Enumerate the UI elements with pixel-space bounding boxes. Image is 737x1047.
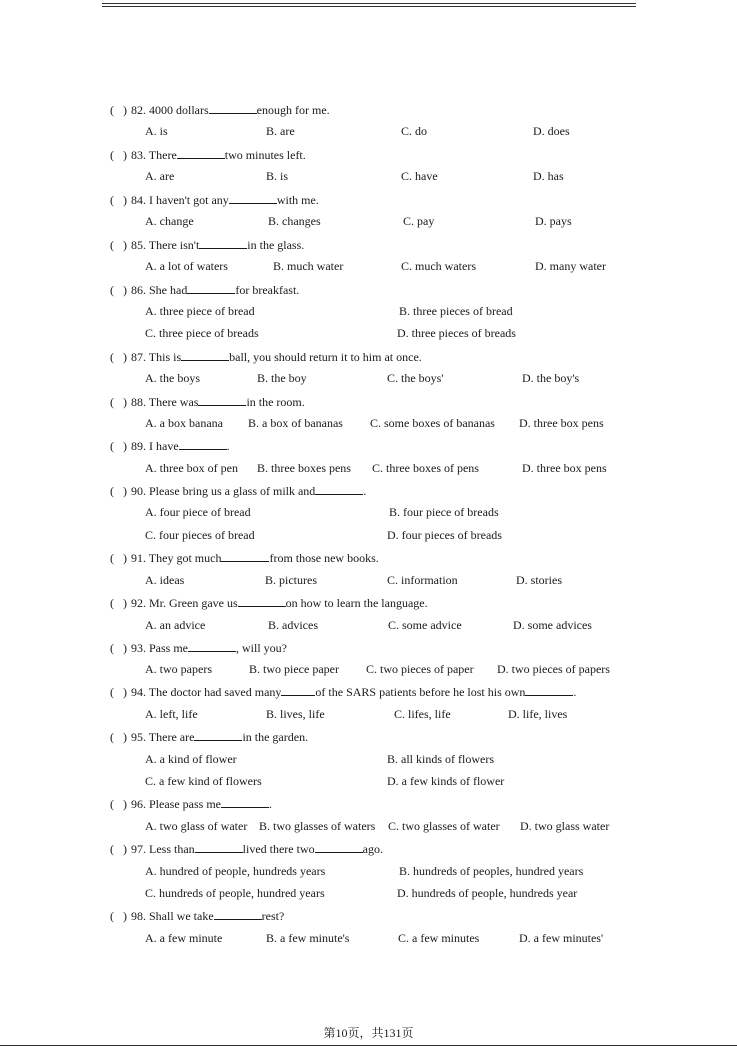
- option-c: C. have: [401, 169, 438, 183]
- option-d: D. the boy's: [522, 371, 580, 385]
- option-b: B. much water: [273, 259, 344, 273]
- question-96: ( ) 96. Please pass me .: [110, 797, 272, 811]
- option-c: C. hundreds of people, hundred years: [145, 886, 325, 900]
- option-a: A. left, life: [145, 707, 198, 721]
- answer-blank[interactable]: [315, 483, 363, 495]
- question-97: ( ) 97. Less than lived there two ago.: [110, 842, 383, 856]
- answer-blank[interactable]: [177, 147, 225, 159]
- option-c: C. some advice: [388, 618, 462, 632]
- answer-blank[interactable]: [181, 349, 229, 361]
- option-b: B. the boy: [257, 371, 307, 385]
- question-84: ( ) 84. I haven't got any with me.: [110, 193, 319, 207]
- header-rule: [102, 6, 636, 7]
- option-a: A. a kind of flower: [145, 752, 237, 766]
- option-a: A. is: [145, 124, 168, 138]
- option-b: B. four piece of breads: [389, 505, 499, 519]
- option-d: D. four pieces of breads: [387, 528, 502, 542]
- option-c: C. a few kind of flowers: [145, 774, 262, 788]
- option-c: C. the boys': [387, 371, 444, 385]
- footer-rule: [0, 1045, 737, 1046]
- option-c: C. much waters: [401, 259, 476, 273]
- option-b: B. are: [266, 124, 295, 138]
- question-95: ( ) 95. There are in the garden.: [110, 730, 309, 744]
- answer-blank[interactable]: [229, 192, 277, 204]
- question-85: ( ) 85. There isn't in the glass.: [110, 238, 305, 252]
- option-a: A. change: [145, 214, 194, 228]
- option-d: D. three box pens: [522, 461, 607, 475]
- option-d: D. does: [533, 124, 570, 138]
- option-b: B. three pieces of bread: [399, 304, 513, 318]
- option-a: A. are: [145, 169, 175, 183]
- option-a: A. two papers: [145, 662, 212, 676]
- option-c: C. two pieces of paper: [366, 662, 474, 676]
- option-c: C. three boxes of pens: [372, 461, 479, 475]
- answer-blank[interactable]: [195, 841, 243, 853]
- option-b: B. a few minute's: [266, 931, 350, 945]
- option-b: B. pictures: [265, 573, 317, 587]
- option-a: A. three piece of bread: [145, 304, 255, 318]
- question-92: ( ) 92. Mr. Green gave us on how to learn the language.: [110, 596, 428, 610]
- answer-blank[interactable]: [525, 684, 573, 696]
- option-c: C. pay: [403, 214, 435, 228]
- option-d: D. three box pens: [519, 416, 604, 430]
- option-b: B. all kinds of flowers: [387, 752, 494, 766]
- option-b: B. lives, life: [266, 707, 325, 721]
- option-a: A. ideas: [145, 573, 185, 587]
- option-d: D. life, lives: [508, 707, 568, 721]
- question-91: ( ) 91. They got much from those new books.: [110, 551, 379, 565]
- question-88: ( ) 88. There was in the room.: [110, 395, 305, 409]
- option-c: C. some boxes of bananas: [370, 416, 495, 430]
- question-89: ( ) 89. I have .: [110, 439, 230, 453]
- option-d: D. stories: [516, 573, 562, 587]
- option-c: C. a few minutes: [398, 931, 480, 945]
- option-d: D. two glass water: [520, 819, 610, 833]
- option-b: B. is: [266, 169, 289, 183]
- option-c: C. lifes, life: [394, 707, 451, 721]
- question-90: ( ) 90. Please bring us a glass of milk and .: [110, 484, 367, 498]
- option-c: C. four pieces of bread: [145, 528, 255, 542]
- answer-blank[interactable]: [187, 282, 235, 294]
- answer-blank[interactable]: [198, 394, 246, 406]
- answer-blank[interactable]: [194, 729, 242, 741]
- answer-blank[interactable]: [221, 550, 269, 562]
- option-d: D. two pieces of papers: [497, 662, 610, 676]
- answer-blank[interactable]: [221, 796, 269, 808]
- option-c: C. two glasses of water: [388, 819, 500, 833]
- option-d: D. a few kinds of flower: [387, 774, 505, 788]
- option-a: A. the boys: [145, 371, 200, 385]
- answer-blank[interactable]: [188, 640, 236, 652]
- question-82: ( ) 82. 4000 dollars enough for me.: [110, 103, 330, 117]
- question-94: ( ) 94. The doctor had saved many of the SARS patients before he lost his own .: [110, 685, 577, 699]
- option-b: B. advices: [268, 618, 318, 632]
- option-a: A. hundred of people, hundreds years: [145, 864, 326, 878]
- header-rule: [102, 3, 636, 4]
- option-a: A. two glass of water: [145, 819, 248, 833]
- answer-blank[interactable]: [214, 908, 262, 920]
- option-d: D. hundreds of people, hundreds year: [397, 886, 578, 900]
- answer-blank[interactable]: [179, 438, 227, 450]
- question-93: ( ) 93. Pass me , will you?: [110, 641, 287, 655]
- page-number: 第10页，共131页: [323, 1026, 414, 1040]
- option-a: A. an advice: [145, 618, 206, 632]
- option-d: D. a few minutes': [519, 931, 604, 945]
- answer-blank[interactable]: [238, 595, 286, 607]
- option-d: D. three pieces of breads: [397, 326, 516, 340]
- option-b: B. hundreds of peoples, hundred years: [399, 864, 584, 878]
- question-98: ( ) 98. Shall we take rest?: [110, 909, 285, 923]
- option-d: D. has: [533, 169, 564, 183]
- option-b: B. two glasses of waters: [259, 819, 376, 833]
- option-d: D. pays: [535, 214, 572, 228]
- option-c: C. do: [401, 124, 428, 138]
- option-a: A. four piece of bread: [145, 505, 251, 519]
- option-d: D. some advices: [513, 618, 592, 632]
- question-83: ( ) 83. There two minutes left.: [110, 148, 306, 162]
- option-b: B. a box of bananas: [248, 416, 343, 430]
- option-c: C. information: [387, 573, 458, 587]
- question-87: ( ) 87. This is ball, you should return it to him at once.: [110, 350, 422, 364]
- option-a: A. a few minute: [145, 931, 223, 945]
- option-d: D. many water: [535, 259, 606, 273]
- option-b: B. three boxes pens: [257, 461, 351, 475]
- option-b: B. changes: [268, 214, 321, 228]
- question-86: ( ) 86. She had for breakfast.: [110, 283, 300, 297]
- answer-blank[interactable]: [209, 102, 257, 114]
- option-a: A. a lot of waters: [145, 259, 228, 273]
- option-a: A. three box of pen: [145, 461, 238, 475]
- answer-blank[interactable]: [315, 841, 363, 853]
- option-c: C. three piece of breads: [145, 326, 259, 340]
- answer-blank[interactable]: [199, 237, 247, 249]
- answer-blank[interactable]: [281, 684, 315, 696]
- option-b: B. two piece paper: [249, 662, 339, 676]
- option-a: A. a box banana: [145, 416, 223, 430]
